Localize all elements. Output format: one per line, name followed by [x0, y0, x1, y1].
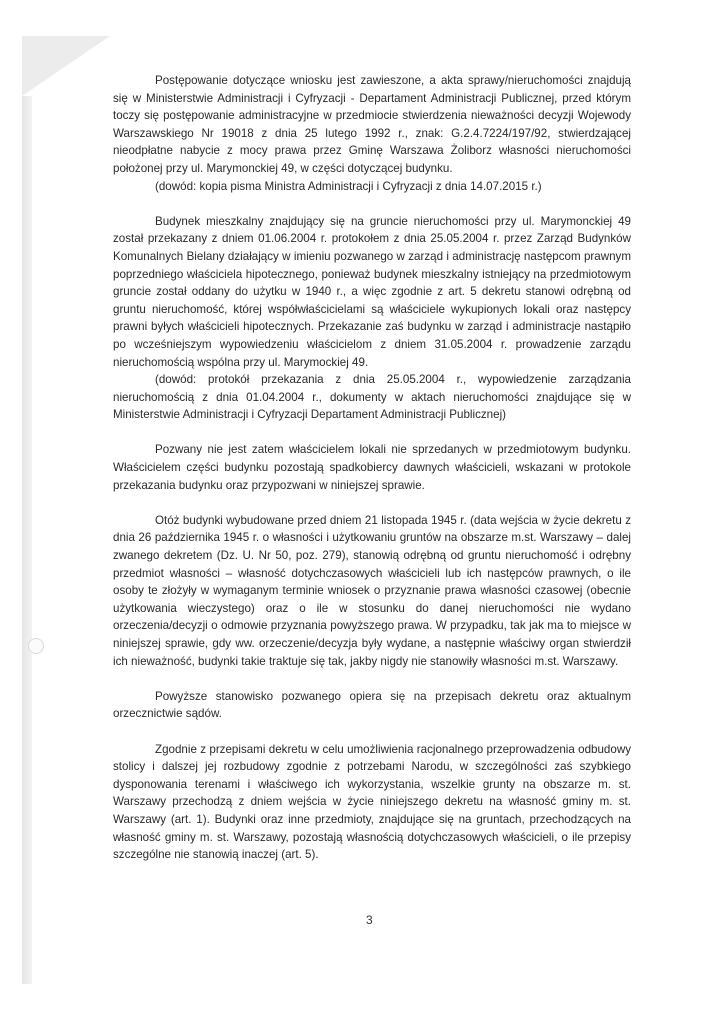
paragraph-proceedings-suspended: Postępowanie dotyczące wniosku jest zawieszone, a akta sprawy/nieruchomości znajdują się w Ministerstwie Administracji i Cyfryzacji - Departament Administracji Publicznej, przed którym toczy się postępowanie administracyjne w przedmiocie stwierdzenia nieważności decyzji Wojewody Warszawskiego Nr 19018 z dnia 25 lutego 1992 r., znak: G.2.4.7224/197/92, stwierdzającej nieodpłatne nabycie z mocy prawa przez Gminę Warszawa Żoliborz własności nieruchomości położonej przy ul. Marymonckiej 49, w części dotyczącej budynku.: [113, 74, 631, 175]
paragraph-building-transfer: Budynek mieszkalny znajdujący się na gruncie nieruchomości przy ul. Marymonckiej 49 został przekazany z dniem 01.06.2004 r. protokołem z dnia 25.05.2004 r. przez Zarząd Budynków Komunalnych Bielany działający w imieniu pozwanego w zarząd i administrację następcom prawnym poprzedniego właściciela hipotecznego, ponieważ budynek mieszkalny istniejący na przedmiotowym gruncie został oddany do użytku w 1940 r., a więc zgodnie z art. 5 dekretu stanowi odrębną od gruntu nieruchomość, której współwłaścicielami są właściciele wykupionych lokali oraz następcy prawni byłych właścicieli hipotecznych. Przekazanie zaś budynku w zarząd i administracje nastąpiło po wcześniejszym wypowiedzeniu właścicielom z dniem 31.05.2004 r. prowadzenie zarządu nieruchomością wspólna przy ul. Marymockiej 49.: [113, 214, 631, 369]
evidence-note-transfer-protocol: (dowód: protokół przekazania z dnia 25.05.2004 r., wypowiedzenie zarządzania nieruchomością z dnia 01.04.2004 r., dokumenty w aktach nieruchomości znajdujące się w Ministerstwie Administracji i Cyfryzacji Departament Administracji Publicznej): [113, 373, 631, 422]
paragraph-decree-provisions: Zgodnie z przepisami dekretu w celu umożliwienia racjonalnego przeprowadzenia odbudowy stolicy i dalszej jej rozbudowy zgodnie z potrzebami Narodu, w szczególności zaś szybkiego dysponowania terenami i właściwego ich wykorzystania, wszelkie grunty na obszarze m. st. Warszawy przechodzą z dniem wejścia w życie niniejszego dekretu na własność gminy m. st. Warszawy (art. 1). Budynki oraz inne przedmioty, znajdujące się na gruntach, przechodzących na własność gminy m. st. Warszawy, pozostają własnością dotychczasowych właścicieli, o ile przepisy szczególne nie stanowią inaczej (art. 5).: [113, 742, 631, 862]
document-body: [113, 72, 631, 864]
paragraph-defendant-position: Powyższe stanowisko pozwanego opiera się na przepisach dekretu oraz aktualnym orzecznictwie sądów.: [113, 689, 631, 721]
evidence-note-ministry-letter: (dowód: kopia pisma Ministra Administracji i Cyfryzacji z dnia 14.07.2015 r.): [155, 179, 542, 193]
scan-shadow-corner: [22, 36, 110, 96]
scan-shadow-edge: [22, 96, 32, 984]
page-number: 3: [366, 913, 373, 927]
punch-hole: [28, 638, 44, 654]
paragraph-defendant-not-owner: Pozwany nie jest zatem właścicielem lokali nie sprzedanych w przedmiotowym budynku. Właścicielem części budynku pozostają spadkobiercy dawnych właścicieli, wskazani w protokole przekazania budynku oraz przypozwani w niniejszej sprawie.: [113, 443, 631, 492]
paragraph-buildings-before-1945: Otóż budynki wybudowane przed dniem 21 listopada 1945 r. (data wejścia w życie dekretu z dnia 26 października 1945 r. o własności i użytkowaniu gruntów na obszarze m.st. Warszawy – dalej zwanego dekretem (Dz. U. Nr 50, poz. 279), stanowią odrębną od gruntu nieruchomość i odrębny przedmiot własności – własność dotychczasowych właścicieli lub ich następców prawnych, o ile osoby te złożyły w wymaganym terminie wniosek o przyznanie prawa własności czasowej (obecnie użytkowania wieczystego) oraz o ile w stosunku do danej nieruchomości nie wydano orzeczenia/decyzji o odmowie przyznania powyższego prawa. W przypadku, tak jak ma to miejsce w niniejszej sprawie, gdy ww. orzeczenie/decyzja były wydane, a następnie właściwy organ stwierdził ich nieważność, budynki takie traktuje się tak, jakby nigdy nie stanowiły własności m.st. Warszawy.: [113, 513, 631, 668]
